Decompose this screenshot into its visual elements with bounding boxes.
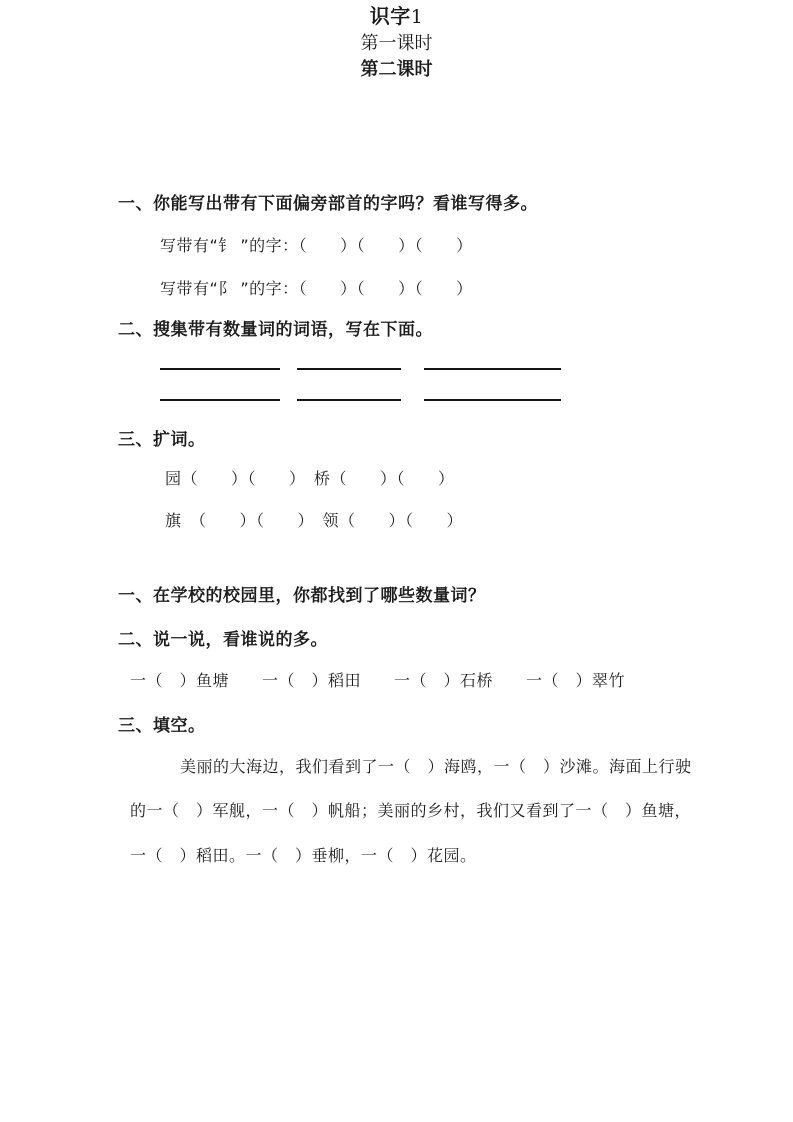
answer-line: [297, 399, 401, 401]
session2-question1-heading: 一、在学校的校园里，你都找到了哪些数量词？: [118, 586, 486, 606]
session1-q1-line-fu: 写带有“阝 ”的字：（ ）（ ）（ ）: [160, 279, 473, 298]
session1-question1-heading: 一、你能写出带有下面偏旁部首的字吗？看谁写得多。: [118, 194, 538, 214]
session2-q3-paragraph-line2: 的一（ ）军舰，一（ ）帆船；美丽的乡村，我们又看到了一（ ）鱼塘，: [130, 801, 692, 820]
session2-q2-line: 一（ ）鱼塘 一（ ）稻田 一（ ）石桥 一（ ）翠竹: [130, 671, 626, 690]
session2-question2-heading: 二、说一说，看谁说的多。: [118, 630, 328, 650]
page-title: [0, 0, 793, 29]
answer-line: [424, 368, 561, 370]
session1-q3-row1: 园（ ）（ ） 桥（ ）（ ）: [165, 469, 455, 488]
answer-line: [160, 399, 280, 401]
session1-q3-row2: 旗 （ ）（ ） 领（ ）（ ）: [165, 511, 464, 530]
session1-q1-line-jin: 写带有“钅 ”的字：（ ）（ ）（ ）: [160, 236, 473, 255]
session2-question3-heading: 三、填空。: [118, 716, 206, 736]
answer-line: [424, 399, 561, 401]
page-title-text: 识字: [369, 4, 411, 28]
session1-question2-heading: 二、搜集带有数量词的词语，写在下面。: [118, 320, 433, 340]
answer-line: [160, 368, 280, 370]
page-title-number: 1: [410, 6, 424, 28]
session1-heading: 第一课时: [360, 33, 433, 54]
session2-q3-paragraph-line3: 一（ ）稻田。一（ ）垂柳，一（ ）花园。: [130, 846, 477, 865]
session2-heading: 第二课时: [360, 59, 433, 80]
session1-question3-heading: 三、扩词。: [118, 430, 206, 450]
session2-q3-paragraph-line1: 美丽的大海边，我们看到了一（ ）海鸥，一（ ）沙滩。海面上行驶: [180, 757, 692, 776]
answer-line: [297, 368, 401, 370]
